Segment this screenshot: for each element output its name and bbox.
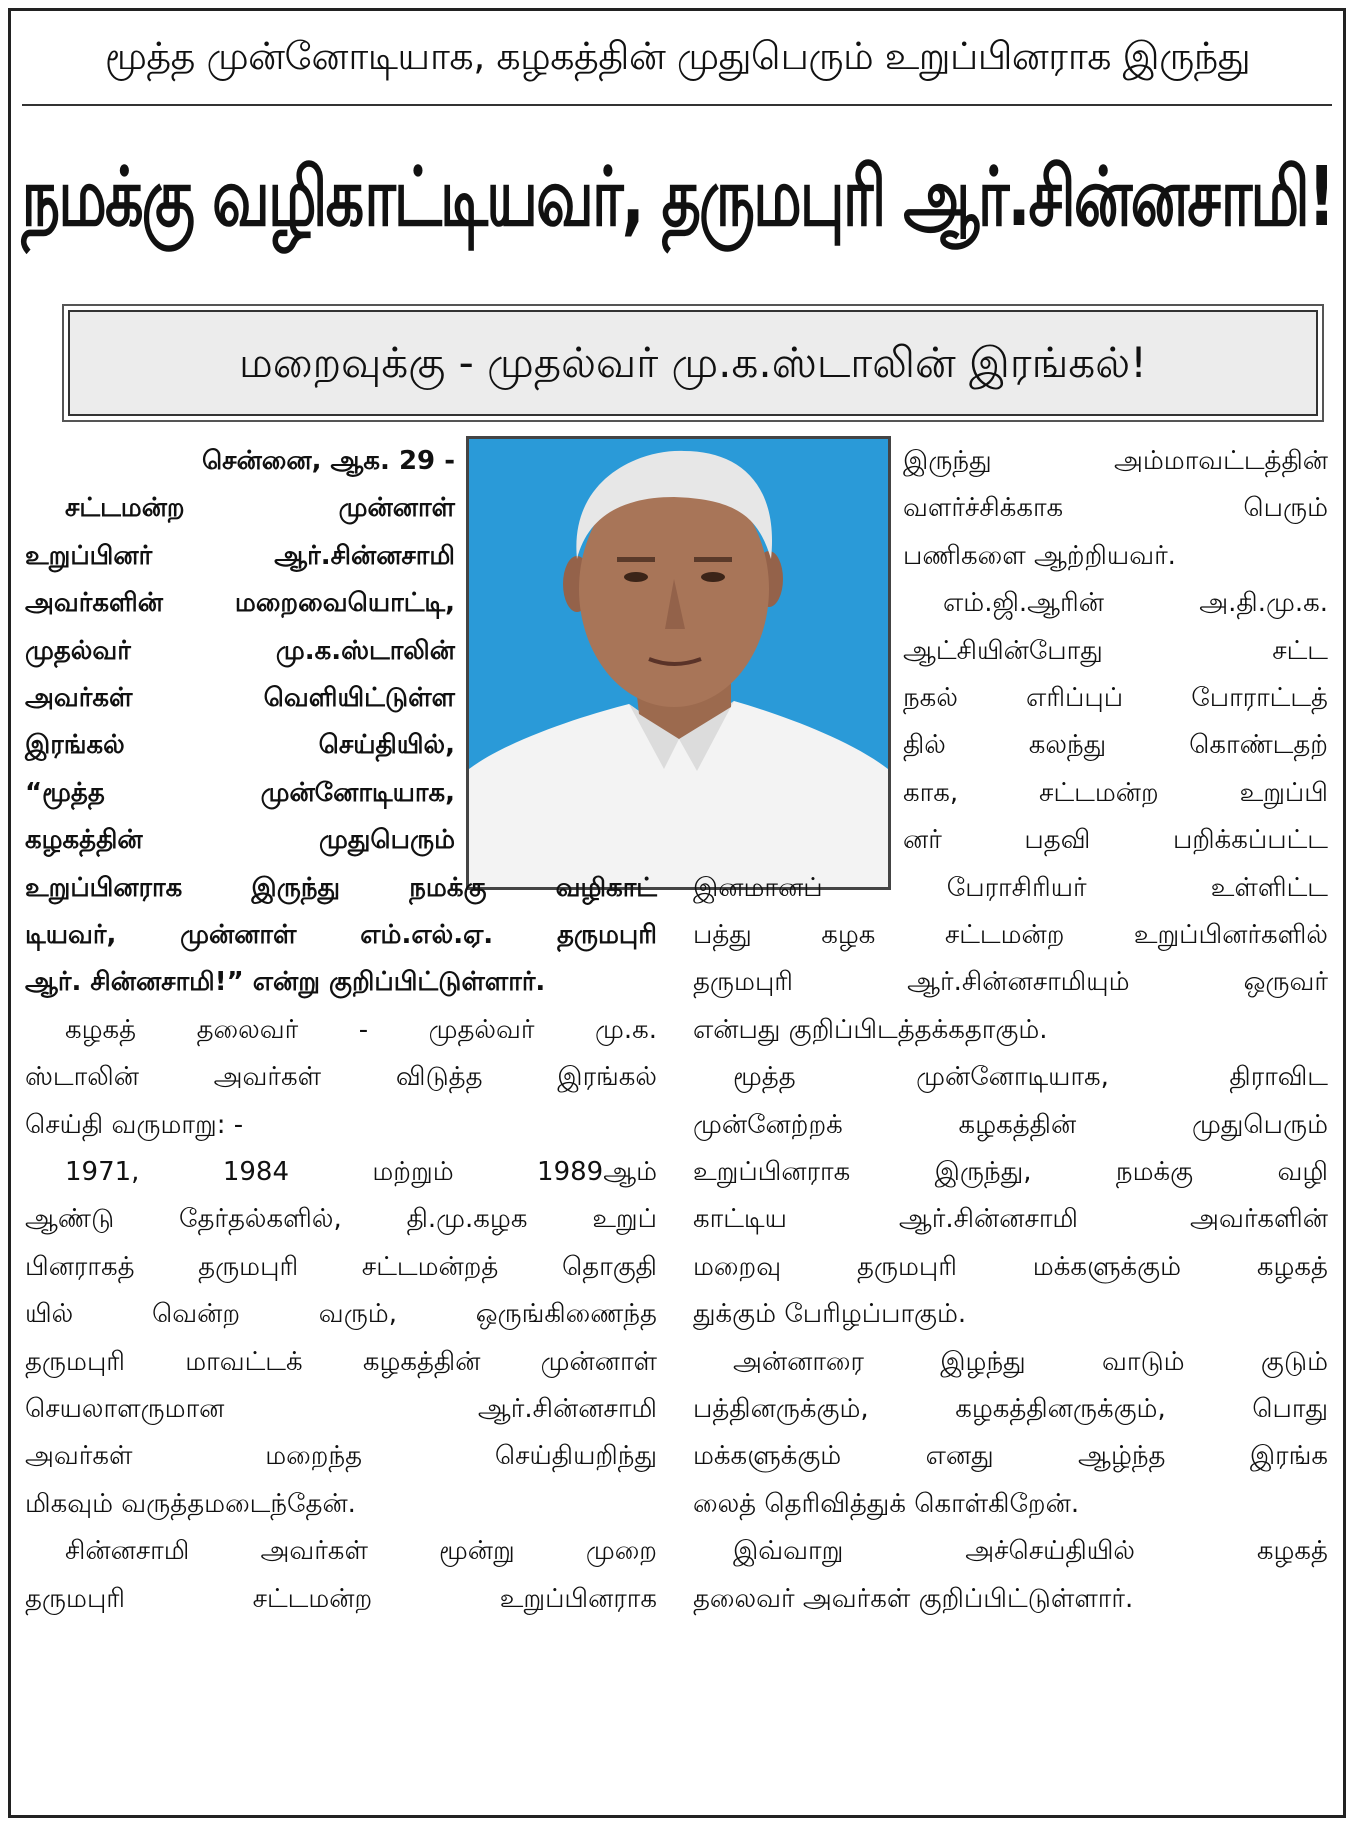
left-column-line: பினராகத் தருமபுரி சட்டமன்றத் தொகுதி xyxy=(25,1251,657,1282)
left-column-line: உறுப்பினராக இருந்து நமக்கு வழிகாட் xyxy=(25,872,657,903)
right-column-line: லைத் தெரிவித்துக் கொள்கிறேன். xyxy=(693,1488,1080,1519)
left-column-line: செயலாளருமான ஆர்.சின்னசாமி xyxy=(25,1394,657,1424)
subheadline-box xyxy=(68,310,1318,416)
right-column-line: இருந்து அம்மாவட்டத்தின் xyxy=(903,446,1328,476)
right-column-line: பத்து கழக சட்டமன்ற உறுப்பினர்களில் xyxy=(693,920,1328,950)
right-column-line: தருமபுரி ஆர்.சின்னசாமியும் ஒருவர் xyxy=(693,967,1328,998)
left-column-line: சென்னை, ஆக. 29 - xyxy=(201,446,455,476)
left-column-line: யில் வென்ற வரும், ஒருங்கிணைந்த xyxy=(25,1299,657,1330)
left-column-line: முதல்வர் மு.க.ஸ்டாலின் xyxy=(25,635,455,666)
right-column-line: மூத்த முன்னோடியாக, திராவிட xyxy=(733,1062,1328,1093)
right-column-line: உறுப்பினராக இருந்து, நமக்கு வழி xyxy=(693,1157,1328,1187)
right-column-line: காட்டிய ஆர்.சின்னசாமி அவர்களின் xyxy=(693,1204,1328,1235)
headline: நமக்கு வழிகாட்டியவர், தருமபுரி ஆர்.சின்னசாமி! xyxy=(21,150,1334,246)
right-column-line: இவ்வாறு அச்செய்தியில் கழகத் xyxy=(733,1536,1328,1567)
left-column-line: தருமபுரி மாவட்டக் கழகத்தின் முன்னாள் xyxy=(25,1346,657,1377)
right-column-line: மக்களுக்கும் எனது ஆழ்ந்த இரங்க xyxy=(693,1441,1328,1472)
portrait-photo xyxy=(466,436,891,890)
left-column-line: சட்டமன்ற முன்னாள் xyxy=(65,493,455,524)
left-column-line: ஆண்டு தேர்தல்களில், தி.மு.கழக உறுப் xyxy=(25,1204,657,1235)
right-column-line: அன்னாரை இழந்து வாடும் குடும் xyxy=(733,1346,1328,1377)
left-column-line: டியவர், முன்னாள் எம்.எல்.ஏ. தருமபுரி xyxy=(25,920,657,950)
left-column-line: கழகத்தின் முதுபெரும் xyxy=(25,825,455,856)
left-column-line: உறுப்பினர் ஆர்.சின்னசாமி xyxy=(25,540,455,571)
right-column-line: வளர்ச்சிக்காக பெரும் xyxy=(903,493,1328,524)
left-column-line: அவர்கள் வெளியிட்டுள்ள xyxy=(25,683,455,713)
right-column-line: என்பது குறிப்பிடத்தக்கதாகும். xyxy=(693,1014,1048,1045)
portrait-illustration xyxy=(469,439,888,887)
right-column-line: துக்கும் பேரிழப்பாகும். xyxy=(693,1299,967,1330)
right-column-line: தில் கலந்து கொண்டதற் xyxy=(903,730,1328,761)
right-column-line: ஆட்சியின்போது சட்ட xyxy=(903,635,1328,666)
right-column-line: இனமானப் பேராசிரியர் உள்ளிட்ட xyxy=(693,872,1328,903)
left-column-line: ஸ்டாலின் அவர்கள் விடுத்த இரங்கல் xyxy=(25,1062,657,1093)
subheadline: மறைவுக்கு - முதல்வர் மு.க.ஸ்டாலின் இரங்கல்! xyxy=(239,338,1147,387)
right-column-line: எம்.ஜி.ஆரின் அ.தி.மு.க. xyxy=(943,588,1328,619)
left-column-line: மிகவும் வருத்தமடைந்தேன். xyxy=(25,1488,356,1519)
right-column-line: தலைவர் அவர்கள் குறிப்பிட்டுள்ளார். xyxy=(693,1583,1134,1614)
kicker-line: மூத்த முன்னோடியாக, கழகத்தின் முதுபெரும் உறுப்பினராக இருந்து xyxy=(104,34,1251,78)
right-column-line: பத்தினருக்கும், கழகத்தினருக்கும், பொது xyxy=(693,1394,1328,1424)
left-column-line: 1971, 1984 மற்றும் 1989ஆம் xyxy=(65,1157,657,1187)
left-column-line: இரங்கல் செய்தியில், xyxy=(25,730,455,761)
left-column-line: அவர்களின் மறைவையொட்டி, xyxy=(25,588,455,619)
right-column-line: பணிகளை ஆற்றியவர். xyxy=(903,540,1176,571)
left-column-line: அவர்கள் மறைந்த செய்தியறிந்து xyxy=(25,1441,657,1472)
right-column-line: மறைவு தருமபுரி மக்களுக்கும் கழகத் xyxy=(693,1251,1328,1282)
right-column-line: னர் பதவி பறிக்கப்பட்ட xyxy=(903,825,1328,856)
left-column-line: கழகத் தலைவர் - முதல்வர் மு.க. xyxy=(65,1014,657,1045)
left-column-line: சின்னசாமி அவர்கள் மூன்று முறை xyxy=(65,1536,657,1567)
right-column-line: காக, சட்டமன்ற உறுப்பி xyxy=(903,777,1328,808)
left-column-line: தருமபுரி சட்டமன்ற உறுப்பினராக xyxy=(25,1583,657,1614)
left-column-line: “மூத்த முன்னோடியாக, xyxy=(25,777,455,808)
right-column-line: முன்னேற்றக் கழகத்தின் முதுபெரும் xyxy=(693,1109,1328,1140)
left-column-line: செய்தி வருமாறு: - xyxy=(25,1109,244,1140)
left-column-line: ஆர். சின்னசாமி!” என்று குறிப்பிட்டுள்ளார். xyxy=(25,967,546,998)
right-column-line: நகல் எரிப்புப் போராட்டத் xyxy=(903,683,1328,713)
